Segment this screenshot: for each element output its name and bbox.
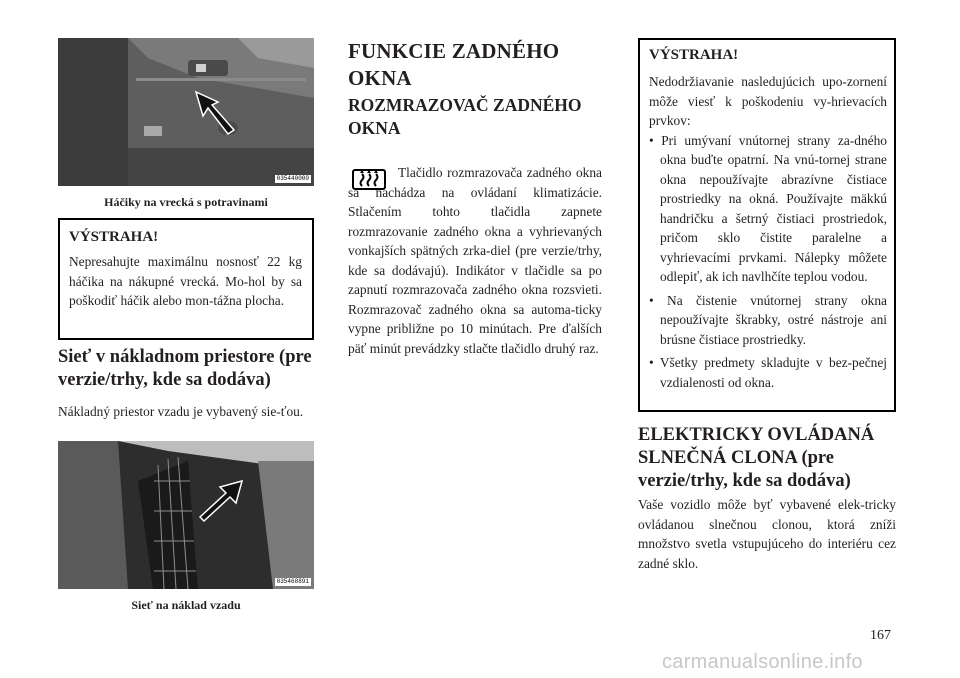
warning-list-item: • Pri umývaní vnútornej strany za-dného okna buďte opatrní. Na vnú-tornej strane okna nepoužívajte abrazívne čistiace prostriedky na okná. Používajte mäkkú handričku a šetrný čistiaci prostriedok, pričom sklo čistite paralelne a vyhrievacími prvkami. Nálepky môžete odlepiť, ak ich navlhčíte teplou vodou. (649, 131, 887, 287)
warning-box (58, 218, 314, 340)
section-paragraph: Nákladný priestor vzadu je vybavený sie-ťou. (58, 404, 304, 419)
warning-text: Nedodržiavanie nasledujúcich upo-zornení môže viesť k poškodeniu vy-hrievacích prvkov: (649, 74, 887, 128)
figure-code: 035440000 (276, 175, 309, 182)
figure-caption: Háčiky na vrecká s potravinami (104, 195, 268, 209)
watermark: carmanualsonline.info (662, 651, 863, 673)
section-heading: Sieť v nákladnom priestore (pre verzie/trhy, kde sa dodáva) (58, 347, 312, 390)
warning-list-item: • Všetky predmety skladujte v bez-pečnej vzdialenosti od okna. (649, 353, 887, 392)
figure-code: 035468891 (276, 578, 309, 585)
warning-list (649, 131, 887, 393)
defrost-paragraph: Tlačidlo rozmrazovača zadného okna sa nachádza na ovládaní klimatizácie. Stlačením tohto tlačidla zapnete rozmrazovanie zadného okna a vyhrievaných vonkajších spätných zrka-diel (pre verzie/trhy, kde sa dodávajú). Indikátor v tlačidle sa po zapnutí rozmrazovača zadného okna rozsvieti. Rozmrazovač zadného okna sa automa-ticky vypne približne po 10 minútach. Pre ďalších päť minút prevádzky stlačte tlačidlo druhý raz. (348, 165, 602, 356)
grocery-bag-hooks-photo (58, 38, 314, 186)
page-number: 167 (870, 628, 891, 643)
section-heading: ELEKTRICKY OVLÁDANÁ SLNEČNÁ CLONA (pre verzie/trhy, kde sa dodáva) (638, 425, 875, 491)
subsection-title: ROZMRAZOVAČ ZADNÉHO OKNA (348, 95, 582, 138)
warning-list-item: • Na čistenie vnútornej strany okna nepoužívajte škrabky, ostré nástroje ani brúsne čistiace prostriedky. (649, 291, 887, 350)
warning-title: VÝSTRAHA! (69, 229, 159, 245)
section-paragraph: Vaše vozidlo môže byť vybavené elek-tricky ovládanou slnečnou clonou, ktorá zníži množstvo svetla vstupujúceho do interiéru cez zadné sklo. (638, 497, 896, 571)
warning-box (638, 38, 896, 412)
figure-caption: Sieť na náklad vzadu (131, 598, 241, 612)
warning-title: VÝSTRAHA! (649, 47, 739, 63)
cargo-net-photo (58, 441, 314, 589)
section-title: FUNKCIE ZADNÉHO OKNA (348, 39, 560, 90)
warning-text: Nepresahujte maximálnu nosnosť 22 kg háčika na nákupné vrecká. Mo-hol by sa poškodiť háčik alebo mon-tážna plocha. (69, 254, 302, 308)
